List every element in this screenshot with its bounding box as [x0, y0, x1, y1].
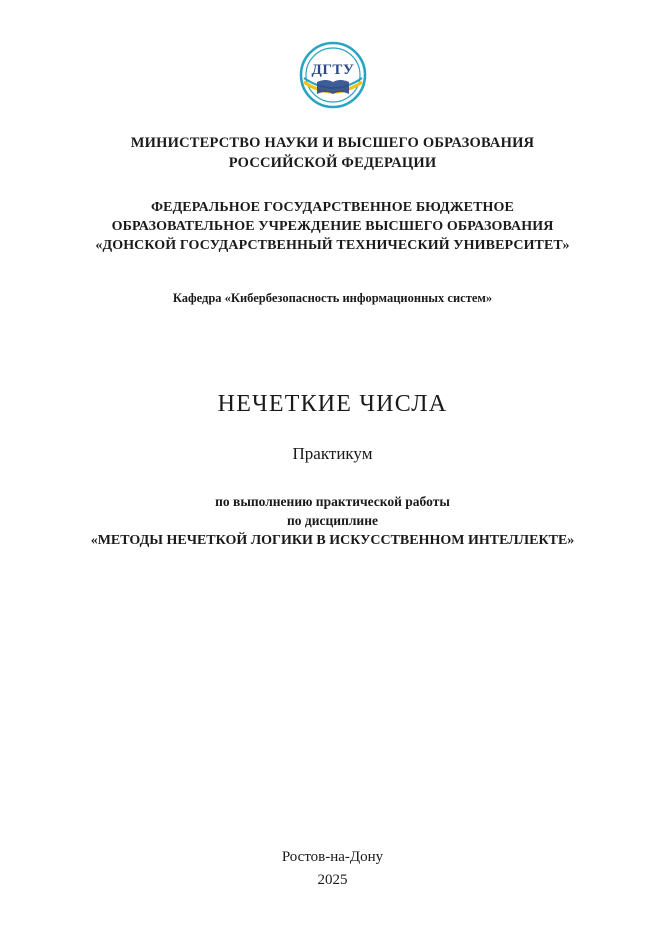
- department-line: Кафедра «Кибербезопасность информационных систем»: [172, 290, 493, 305]
- page-title: НЕЧЕТКИЕ ЧИСЛА: [217, 390, 448, 417]
- city-label: Ростов-на-Дону: [281, 849, 384, 865]
- dstu-university-emblem-icon: [296, 38, 370, 112]
- university-line-3: «ДОНСКОЙ ГОСУДАРСТВЕННЫЙ ТЕХНИЧЕСКИЙ УНИВЕРСИТЕТ»: [95, 237, 570, 253]
- svg-text:ДГТУ: ДГТУ: [311, 62, 354, 78]
- ministry-block: [0, 134, 665, 173]
- purpose-line-1: по выполнению практической работы: [215, 493, 450, 509]
- purpose-block: [0, 492, 665, 551]
- ministry-line-2: РОССИЙСКОЙ ФЕДЕРАЦИИ: [228, 154, 437, 171]
- ministry-line-1: МИНИСТЕРСТВО НАУКИ И ВЫСШЕГО ОБРАЗОВАНИЯ: [130, 135, 535, 151]
- footer-block: [0, 846, 665, 891]
- document-subtitle: Практикум: [292, 443, 373, 463]
- university-block: [0, 199, 665, 256]
- purpose-line-2: по дисциплине: [287, 513, 378, 529]
- discipline-name: «МЕТОДЫ НЕЧЕТКОЙ ЛОГИКИ В ИСКУССТВЕННОМ ИНТЕЛЛЕКТЕ»: [90, 532, 575, 548]
- university-line-2: ОБРАЗОВАТЕЛЬНОЕ УЧРЕЖДЕНИЕ ВЫСШЕГО ОБРАЗОВАНИЯ: [111, 219, 554, 235]
- university-line-1: ФЕДЕРАЛЬНОЕ ГОСУДАРСТВЕННОЕ БЮДЖЕТНОЕ: [151, 200, 514, 216]
- year-label: 2025: [317, 871, 348, 888]
- emblem-container: [0, 0, 665, 112]
